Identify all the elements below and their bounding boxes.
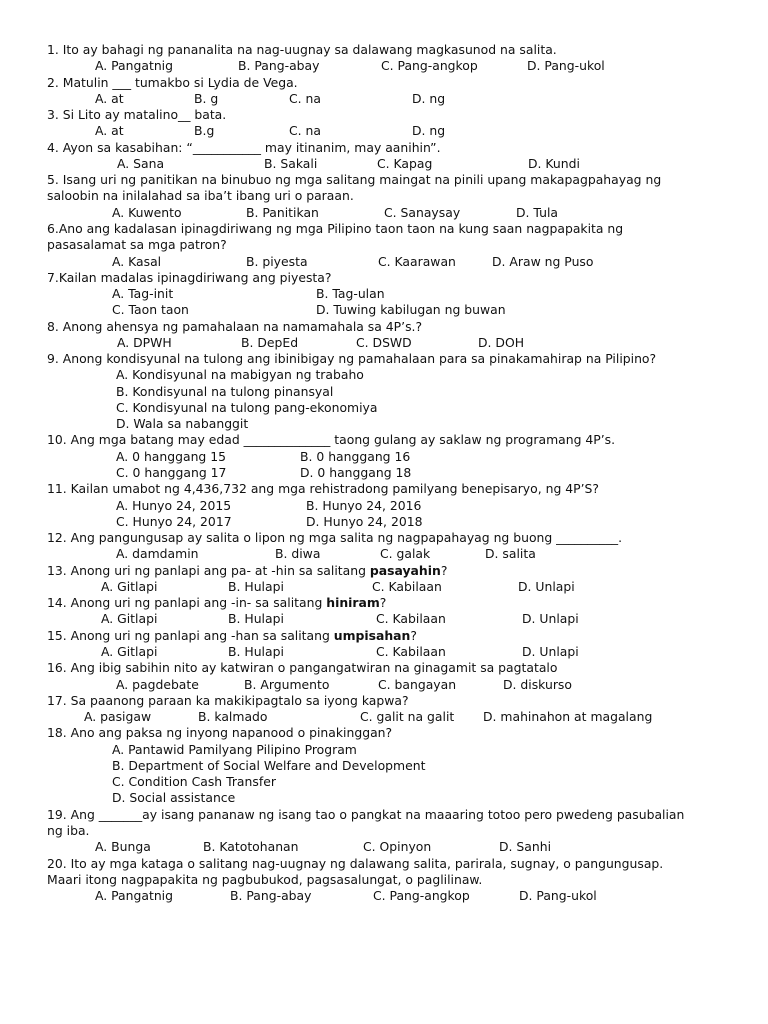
answer-choice[interactable]: B. DepEd: [241, 334, 299, 350]
question-text: [47, 823, 90, 839]
answer-choice[interactable]: A. pasigaw: [84, 709, 152, 725]
answer-choice[interactable]: D. 0 hanggang 18: [300, 465, 412, 481]
keyword: hiniram: [326, 595, 380, 611]
answer-choice[interactable]: C. galit na galit: [360, 709, 455, 725]
answer-choice[interactable]: A. Pangatnig: [95, 888, 173, 904]
question-text-part: ?: [440, 562, 448, 578]
question-text-part: Maari itong nagpapakita ng pagbubukod, pagsasalungat, o paglilinaw.: [47, 871, 483, 887]
question-text: [47, 221, 623, 237]
answer-choice[interactable]: C. Kondisyunal na tulong pang-ekonomiya: [116, 399, 378, 415]
answer-choice[interactable]: A. at: [95, 90, 124, 106]
question-text-part: 6.Ano ang kadalasan ipinagdiriwang ng mga Pilipino taon taon na kung saan nagpapakita ng: [47, 220, 624, 236]
answer-choice[interactable]: A. Kasal: [112, 253, 162, 269]
question-text-part: 19. Ang _______ay isang pananaw ng isang tao o pangkat na maaaring totoo pero pwedeng pasubalian: [47, 806, 685, 822]
answer-choice[interactable]: A. Kondisyunal na mabigyan ng trabaho: [116, 367, 364, 383]
question-text-part: 12. Ang pangungusap ay salita o lipon ng mga salita ng nagpapahayag ng buong __________.: [47, 530, 623, 546]
answer-choice[interactable]: D. Unlapi: [522, 643, 579, 659]
question-text-part: 9. Anong kondisyunal na tulong ang ibinibigay ng pamahalaan para sa pinakamahirap na Pilipino?: [47, 351, 657, 367]
answer-choice[interactable]: D. Tula: [516, 204, 558, 220]
answer-choice[interactable]: C. 0 hanggang 17: [116, 465, 227, 481]
question-text-part: 13. Anong uri ng panlapi ang pa- at -hin sa salitang: [47, 562, 370, 578]
answer-choice[interactable]: D. Kundi: [528, 155, 580, 171]
answer-choice[interactable]: C. na: [289, 90, 321, 106]
answer-choice[interactable]: D. DOH: [478, 334, 525, 350]
question-text-part: 11. Kailan umabot ng 4,436,732 ang mga rehistradong pamilyang benepisaryo, ng 4P’S?: [47, 481, 599, 497]
answer-choice[interactable]: D. Social assistance: [112, 790, 236, 806]
question-text: [47, 563, 447, 579]
question-text: [47, 628, 417, 644]
question-text: [47, 351, 656, 367]
answer-choice[interactable]: B. Panitikan: [246, 204, 319, 220]
question-text-part: 18. Ano ang paksa ng inyong napanood o pinakinggan?: [47, 725, 393, 741]
question-text: [47, 107, 226, 123]
answer-choice[interactable]: B. diwa: [275, 546, 321, 562]
answer-choice[interactable]: D. ng: [412, 90, 446, 106]
question-text-part: ng iba.: [47, 822, 90, 838]
question-text-part: 17. Sa paanong paraan ka makikipagtalo sa iyong kapwa?: [47, 692, 409, 708]
answer-choice[interactable]: A. damdamin: [116, 546, 199, 562]
answer-choice[interactable]: A. Kuwento: [112, 204, 182, 220]
answer-choice[interactable]: C. na: [289, 123, 321, 139]
question-text: [47, 75, 298, 91]
question-text-part: 3. Si Lito ay matalino__ bata.: [47, 107, 227, 123]
answer-choice[interactable]: A. DPWH: [117, 334, 172, 350]
answer-choice[interactable]: C. Kabilaan: [376, 611, 446, 627]
question-text-part: 5. Isang uri ng panitikan na binubuo ng mga salitang maingat na pinili upang makapagpahayag ng: [47, 172, 662, 188]
answer-choice[interactable]: C. bangayan: [378, 676, 457, 692]
question-text: [47, 693, 409, 709]
question-text: [47, 172, 661, 188]
question-text: [47, 188, 354, 204]
question-text: [47, 530, 622, 546]
answer-choice[interactable]: B. Pang-abay: [238, 58, 320, 74]
answer-choice[interactable]: B. Hulapi: [228, 643, 284, 659]
answer-choice[interactable]: C. Condition Cash Transfer: [112, 774, 276, 790]
question-text-part: 7.Kailan madalas ipinagdiriwang ang piyesta?: [47, 269, 332, 285]
question-text: [47, 237, 227, 253]
answer-choice[interactable]: D. mahinahon at magalang: [483, 709, 653, 725]
answer-choice[interactable]: C. Kabilaan: [372, 578, 442, 594]
question-text-part: 10. Ang mga batang may edad ______________ taong gulang ay saklaw ng programang 4P’s.: [47, 432, 616, 448]
answer-choice[interactable]: C. Sanaysay: [384, 204, 461, 220]
answer-choice[interactable]: C. Taon taon: [112, 302, 189, 318]
answer-choice[interactable]: C. Kaarawan: [378, 253, 456, 269]
answer-choice[interactable]: C. Pang-angkop: [373, 888, 470, 904]
answer-choice[interactable]: A. Tag-init: [112, 286, 174, 302]
question-text: [47, 42, 557, 58]
answer-choice[interactable]: A. Gitlapi: [101, 578, 158, 594]
answer-choice[interactable]: B. kalmado: [198, 709, 268, 725]
answer-choice[interactable]: A. pagdebate: [116, 676, 199, 692]
question-text-part: ?: [379, 595, 387, 611]
answer-choice[interactable]: D. Unlapi: [518, 578, 575, 594]
answer-choice[interactable]: D. ng: [412, 123, 446, 139]
question-text: [47, 595, 386, 611]
question-text: [47, 725, 392, 741]
answer-choice[interactable]: B. Argumento: [244, 676, 330, 692]
question-text-part: 2. Matulin ___ tumakbo si Lydia de Vega.: [47, 74, 298, 90]
answer-choice[interactable]: B. Kondisyunal na tulong pinansyal: [116, 383, 334, 399]
answer-choice[interactable]: C. Hunyo 24, 2017: [116, 513, 232, 529]
answer-choice[interactable]: B. g: [194, 90, 219, 106]
question-text: [47, 481, 599, 497]
answer-choice[interactable]: C. Pang-angkop: [381, 58, 478, 74]
question-text: [47, 856, 663, 872]
answer-choice[interactable]: D. Wala sa nabanggit: [116, 416, 249, 432]
answer-choice[interactable]: D. Tuwing kabilugan ng buwan: [316, 302, 506, 318]
answer-choice[interactable]: A. Sana: [117, 155, 165, 171]
question-text-part: saloobin na inilalahad sa iba’t ibang uri o paraan.: [47, 188, 354, 204]
answer-choice[interactable]: B. Sakali: [264, 155, 318, 171]
answer-choice[interactable]: B. Hulapi: [228, 578, 284, 594]
answer-choice[interactable]: B. Pang-abay: [230, 888, 312, 904]
question-text-part: 15. Anong uri ng panlapi ang -han sa salitang: [47, 627, 334, 643]
answer-choice[interactable]: B. Hunyo 24, 2016: [306, 497, 422, 513]
keyword: umpisahan: [333, 627, 411, 643]
question-text: [47, 807, 684, 823]
question-text-part: 14. Anong uri ng panlapi ang -in- sa salitang: [47, 595, 327, 611]
answer-choice[interactable]: B. Department of Social Welfare and Development: [112, 757, 426, 773]
answer-choice[interactable]: C. Opinyon: [363, 839, 432, 855]
question-text: [47, 319, 422, 335]
question-text: [47, 432, 615, 448]
answer-choice[interactable]: D. Pang-ukol: [519, 888, 597, 904]
answer-choice[interactable]: C. galak: [380, 546, 431, 562]
answer-choice[interactable]: B.g: [194, 123, 215, 139]
question-text-part: ?: [410, 627, 417, 643]
answer-choice[interactable]: D. salita: [485, 546, 536, 562]
answer-choice[interactable]: B. Tag-ulan: [316, 286, 385, 302]
answer-choice[interactable]: C. Kapag: [377, 155, 433, 171]
question-text-part: 4. Ayon sa kasabihan: “___________ may itinanim, may aanihin”.: [47, 139, 441, 155]
question-text-part: 20. Ito ay mga kataga o salitang nag-uugnay ng dalawang salita, parirala, sugnay, o pangungusap.: [47, 855, 664, 871]
question-text: [47, 140, 441, 156]
question-text-part: 16. Ang ibig sabihin nito ay katwiran o pangangatwiran na ginagamit sa pagtatalo: [47, 660, 558, 676]
answer-choice[interactable]: B. Hulapi: [228, 611, 284, 627]
question-text-part: pasasalamat sa mga patron?: [47, 237, 227, 253]
question-text: [47, 270, 331, 286]
answer-choice[interactable]: B. Katotohanan: [203, 839, 299, 855]
answer-choice[interactable]: A. at: [95, 123, 124, 139]
answer-choice[interactable]: D. Sanhi: [499, 839, 552, 855]
question-text: [47, 872, 482, 888]
answer-choice[interactable]: A. Gitlapi: [101, 611, 158, 627]
answer-choice[interactable]: D. diskurso: [503, 676, 572, 692]
answer-choice[interactable]: A. Gitlapi: [101, 643, 158, 659]
question-text-part: 8. Anong ahensya ng pamahalaan na namamahala sa 4P’s.?: [47, 318, 423, 334]
answer-choice[interactable]: A. Pantawid Pamilyang Pilipino Program: [112, 741, 357, 757]
answer-choice[interactable]: C. Kabilaan: [376, 643, 446, 659]
answer-choice[interactable]: A. Pangatnig: [95, 58, 173, 74]
answer-choice[interactable]: B. 0 hanggang 16: [300, 448, 411, 464]
answer-choice[interactable]: A. 0 hanggang 15: [116, 448, 227, 464]
question-text: [47, 660, 557, 676]
answer-choice[interactable]: D. Pang-ukol: [527, 58, 605, 74]
answer-choice[interactable]: B. piyesta: [246, 253, 308, 269]
answer-choice[interactable]: A. Bunga: [95, 839, 151, 855]
answer-choice[interactable]: D. Hunyo 24, 2018: [306, 513, 423, 529]
answer-choice[interactable]: D. Unlapi: [522, 611, 579, 627]
answer-choice[interactable]: A. Hunyo 24, 2015: [116, 497, 232, 513]
question-text-part: 1. Ito ay bahagi ng pananalita na nag-uugnay sa dalawang magkasunod na salita.: [47, 42, 557, 57]
answer-choice[interactable]: C. DSWD: [356, 334, 412, 350]
keyword: pasayahin: [369, 562, 441, 578]
answer-choice[interactable]: D. Araw ng Puso: [492, 253, 594, 269]
